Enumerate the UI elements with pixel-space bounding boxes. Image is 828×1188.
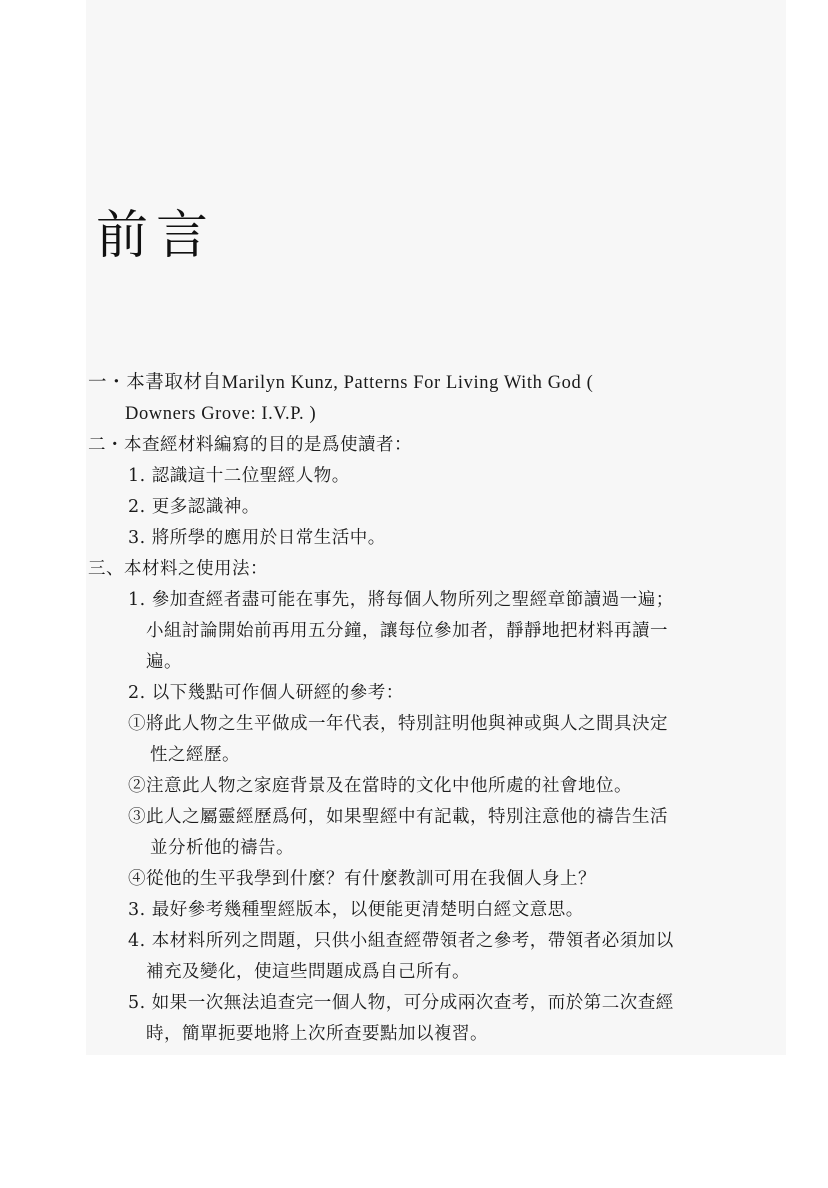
circled-point-1-line-2: 性之經歷。 xyxy=(150,745,240,765)
section-two-item-3: 3. 將所學的應用於日常生活中。 xyxy=(128,528,386,548)
section-three-item-3-line-1: 3. 最好參考幾種聖經版本，以便能更清楚明白經文意思。 xyxy=(128,900,584,920)
circled-point-2-line-1: ②注意此人物之家庭背景及在當時的文化中他所處的社會地位。 xyxy=(128,776,632,796)
circled-point-4-line-1: ④從他的生平我學到什麼？有什麼教訓可用在我個人身上？ xyxy=(128,869,596,889)
circled-point-3-line-2: 並分析他的禱告。 xyxy=(150,838,294,858)
section-three-item-1-line-3: 遍。 xyxy=(146,652,182,672)
section-three-item-5-line-1: 5. 如果一次無法追查完一個人物，可分成兩次查考，而於第二次查經 xyxy=(128,993,674,1013)
section-one-line-1: 一・本書取材自Marilyn Kunz, Patterns For Living With God ( xyxy=(88,373,594,393)
preface-body xyxy=(0,368,828,1050)
section-three-item-4-line-2: 補充及變化，使這些問題成爲自己所有。 xyxy=(146,962,470,982)
circled-point-3-line-1: ③此人之屬靈經歷爲何，如果聖經中有記載，特別注意他的禱告生活 xyxy=(128,807,668,827)
page-title: 前言 xyxy=(96,206,217,266)
section-two-item-1: 1. 認識這十二位聖經人物。 xyxy=(128,466,350,486)
section-three-item-1-line-1: 1. 參加查經者盡可能在事先，將每個人物所列之聖經章節讀過一遍； xyxy=(128,590,674,610)
section-two-item-2: 2. 更多認識神。 xyxy=(128,497,260,517)
section-one-line-2: Downers Grove: I.V.P. ) xyxy=(125,404,317,424)
section-three-item-5-line-2: 時，簡單扼要地將上次所查要點加以複習。 xyxy=(146,1024,488,1044)
section-three-heading: 三、本材料之使用法： xyxy=(88,559,268,579)
section-three-item-4-line-1: 4. 本材料所列之問題，只供小組查經帶領者之參考，帶領者必須加以 xyxy=(128,931,674,951)
circled-point-1-line-1: ①將此人物之生平做成一年代表，特別註明他與神或與人之間具決定 xyxy=(128,714,668,734)
section-three-item-2-line-1: 2. 以下幾點可作個人研經的參考： xyxy=(128,683,404,703)
section-three-item-1-line-2: 小組討論開始前再用五分鐘，讓每位參加者，靜靜地把材料再讀一 xyxy=(146,621,668,641)
section-two-heading: 二・本查經材料編寫的目的是爲使讀者： xyxy=(88,435,412,455)
